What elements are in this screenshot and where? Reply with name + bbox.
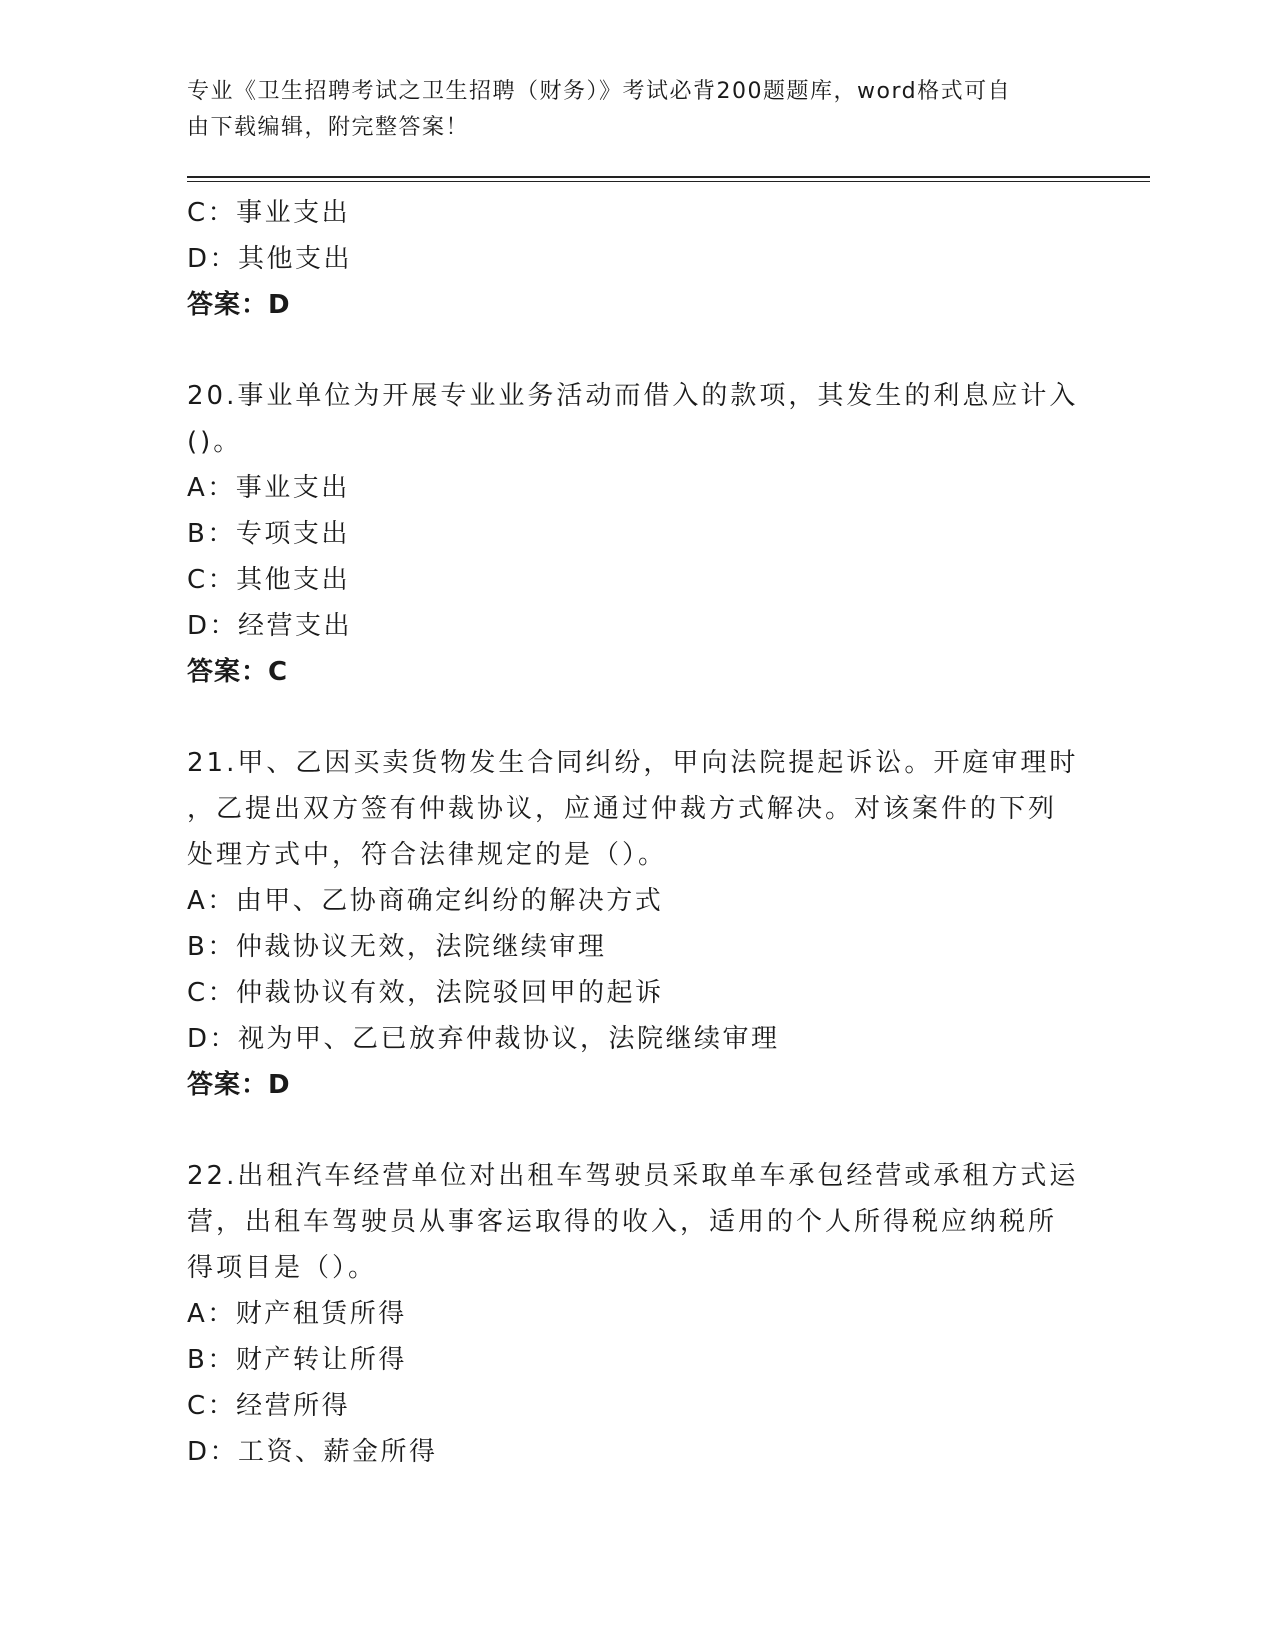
option-c: C：事业支出 xyxy=(187,198,351,228)
question-22 xyxy=(187,1153,1079,1475)
answer: 答案：D xyxy=(187,290,291,320)
option-c: C：经营所得 xyxy=(187,1391,351,1421)
option-a: A：事业支出 xyxy=(187,473,350,503)
option-a: A：财产租赁所得 xyxy=(187,1299,407,1329)
question-19-tail xyxy=(187,190,1067,328)
option-d: D：工资、薪金所得 xyxy=(187,1437,438,1467)
option-b: B：专项支出 xyxy=(187,519,350,549)
option-d: D：其他支出 xyxy=(187,244,353,274)
option-c: C：其他支出 xyxy=(187,565,351,595)
answer: 答案：C xyxy=(187,657,289,687)
question-21 xyxy=(187,740,1079,1108)
question-stem: 20.事业单位为开展专业业务活动而借入的款项，其发生的利息应计入 xyxy=(187,381,1079,411)
question-stem: ()。 xyxy=(187,427,243,457)
header-divider-thin xyxy=(187,181,1150,182)
question-stem: ，乙提出双方签有仲裁协议，应通过仲裁方式解决。对该案件的下列 xyxy=(187,794,1058,824)
question-stem: 得项目是（）。 xyxy=(187,1253,378,1283)
option-d: D：视为甲、乙已放弃仲裁协议，法院继续审理 xyxy=(187,1024,780,1054)
header-line-2: 由下载编辑，附完整答案！ xyxy=(187,115,470,140)
header-line-1: 专业《卫生招聘考试之卫生招聘（财务）》考试必背200题题库，word格式可自 xyxy=(187,79,1012,104)
question-stem: 22.出租汽车经营单位对出租车驾驶员采取单车承包经营或承租方式运 xyxy=(187,1161,1079,1191)
document-header xyxy=(187,74,1067,146)
question-stem: 21.甲、乙因买卖货物发生合同纠纷，甲向法院提起诉讼。开庭审理时 xyxy=(187,748,1079,778)
document-body xyxy=(187,190,1079,1475)
question-20 xyxy=(187,373,1079,695)
option-a: A：由甲、乙协商确定纠纷的解决方式 xyxy=(187,886,664,916)
option-b: B：财产转让所得 xyxy=(187,1345,407,1375)
question-stem: 营，出租车驾驶员从事客运取得的收入，适用的个人所得税应纳税所 xyxy=(187,1207,1058,1237)
option-d: D：经营支出 xyxy=(187,611,353,641)
answer: 答案：D xyxy=(187,1070,291,1100)
header-divider xyxy=(187,176,1150,178)
option-b: B：仲裁协议无效，法院继续审理 xyxy=(187,932,607,962)
question-stem: 处理方式中，符合法律规定的是（）。 xyxy=(187,840,668,870)
option-c: C：仲裁协议有效，法院驳回甲的起诉 xyxy=(187,978,664,1008)
